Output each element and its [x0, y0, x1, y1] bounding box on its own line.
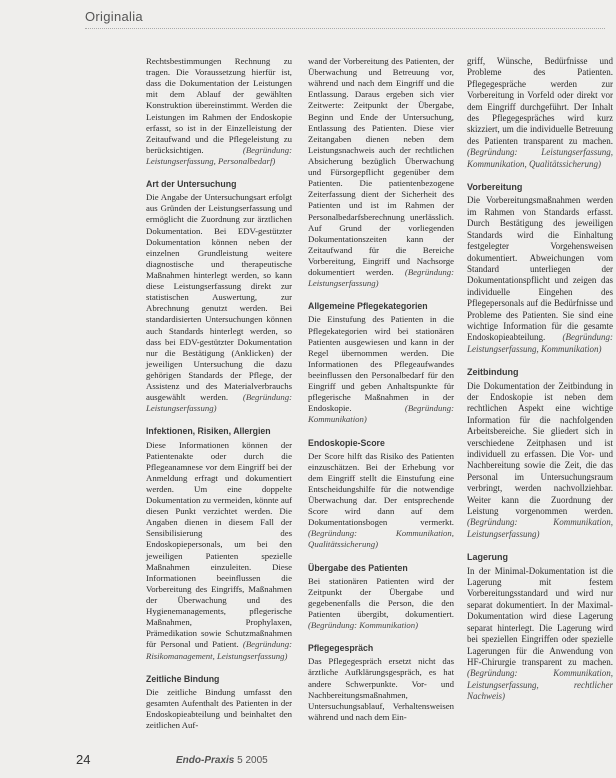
page-footer: [0, 748, 616, 778]
section-label: Originalia: [85, 9, 143, 24]
page-header: [85, 8, 605, 34]
body-paragraph: [467, 381, 613, 541]
paragraph-text: Die Angabe der Untersuchungsart erfolgt aus Gründen der Leistungserfassung und ermöglicht die Zuordnung zur ärztlichen Dokumentation. Bei EDV-gestützter Dokumentation können neben der einzelnen Grundleistung weitere diagnostische und therapeutische Maßnahmen hinterlegt werden, so kann diese Leistungserfassung direkt zur statistischen Auswertung, zur Abrechnung genutzt werden. Bei standardisierten Untersuchungen können auch Standards hinterlegt werden, so dass bei EDV-gestützter Dokumentation nur die Bestätigung (Anklicken) der jeweiligen Untersuchung die dazu gehörigen Standards der Pflege, der Assistenz und des Materialverbrauchs ausgewählt werden.: [146, 192, 292, 403]
paragraph-text: Diese Informationen können der Patientenakte oder durch die Pflegeanamnese vor dem Eingriff bei der Anmeldung erfragt und dokumentiert werden. Um eine doppelte Dokumentation zu vermeiden, könnte auf diesen Punkt verzichtet werden. Die Angaben dienen in diesem Fall der Sensibilisierung des Endoskopiepersonals, um bei den jeweiligen Patienten spezielle Maßnahmen einzuleiten. Diese Informationen beeinflussen die Vorbereitung des Eingriffs, Maßnahmen der Überwachung und des Hygienemanagements, pflegerische Maßnahmen, Prophylaxen, Prämedikation sowie Schutzmaßnahmen für Personal und Patient.: [146, 439, 292, 650]
journal-name: Endo-Praxis: [176, 755, 235, 766]
rationale-note: (Begründung: Kommunikation): [308, 403, 454, 425]
body-paragraph: [308, 576, 454, 632]
paragraph-text: Der Score hilft das Risiko des Patienten einzuschätzen. Bei der Erhebung vor dem Eingriff stellt die Einstufung eine Entscheidungshilfe für die notwendige Überwachung dar. Der entsprechende Score wird dann auf dem Dokumentationsbogen vermerkt.: [308, 450, 454, 528]
paragraph-text: wand der Vorbereitung des Patienten, der Überwachung und Betreuung vor, während und nach dem Eingriff und die Entlassung. Daraus ergeben sich vier Zeitwerte: Zeitpunkt der Übergabe, Beginn und Ende der Untersuchung, Entlassung des Patienten. Diese vier Zeitangaben dienen neben dem Leistungsnachweis auch der rechtlichen Absicherung bezüglich Überwachung und Fürsorgepflicht gegenüber dem Patienten. Die patientenbezogene Zeiterfassung dient der Sicherheit des Patienten und ist im Rahmen der Personalbedarfsberechnung unerlässlich. Auf Grund der vorliegenden Dokumentationszeiten kann der Zeitaufwand für die Bereiche Vorbereitung, Eingriff und Nachsorge dokumentiert werden.: [308, 56, 454, 278]
rationale-note: (Begründung: Kommunikation, Qualitätssicherung): [308, 528, 454, 550]
body-paragraph: [467, 56, 613, 170]
section-heading: Übergabe des Patienten: [308, 562, 408, 573]
section-heading: Zeitliche Bindung: [146, 673, 220, 684]
paragraph-text: griff, Wünsche, Bedürfnisse und Probleme des Patienten. Pflegegespräche werden zur Vorbereitung in Vorfeld oder direkt vor dem Eingriff durchgeführt. Der Inhalt des Pflegegespräches wird kurz skizziert, um die individuelle Betreuung des Patienten transparent zu machen.: [467, 56, 613, 146]
paragraph-text: Das Pflegegespräch ersetzt nicht das ärztliche Aufklärungsgespräch, es hat andere Schwerpunkte. Vor- und Nachbereitungsmaßnahmen, Untersuchungsablauf, Verhaltensweisen während und nach dem Ein-: [308, 656, 454, 722]
header-rule: [85, 28, 605, 29]
paragraph-text: Die Dokumentation der Zeitbindung in der Endoskopie ist neben dem rechtlichen Aspekt eine wichtige Information für die nachfolgenden Arbeitsbereiche. Sie gliedert sich in verschiedene Zeitphasen und ist individuell zu erfassen. Die Vor- und Nachbereitung sowie die Zeit, die das Personal im Untersuchungsraum verbringt, werden nachvollziehbar. Weiter kann die Zuordnung der Leistung vorgenommen werden.: [467, 380, 613, 517]
column-3: [467, 56, 613, 709]
paragraph-text: In der Minimal-Dokumentation ist die Lagerung mit festem Vorbereitungsstandard und wird nur separat dokumentiert. In der Maximal-Dokumentation wird diese Lagerung separat hinterlegt. Die Lagerung wird bei speziellen Eingriffen oder spezielle Lagerungen für die Anwendung von HF-Chirurgie transparent zu machen.: [467, 565, 613, 667]
rationale-note: (Begründung: Leistungserfassung, Personalbedarf): [146, 144, 292, 166]
rationale-note: (Begründung: Kommunikation, Leistungserfassung): [467, 517, 613, 539]
body-paragraph: [467, 566, 613, 703]
section-heading: Infektionen, Risiken, Allergien: [146, 426, 271, 437]
column-2: [308, 56, 454, 729]
body-paragraph: [308, 451, 454, 551]
rationale-note: (Begründung: Risikomanagement, Leistungserfassung): [146, 639, 293, 661]
paragraph-text: Die zeitliche Bindung umfasst den gesamten Aufenthalt des Patienten in der Endoskopieabteilung und beinhaltet den zeitlichen Auf-: [146, 686, 292, 731]
column-1: [146, 56, 292, 737]
body-paragraph: [146, 440, 292, 662]
paragraph-text: Die Einstufung des Patienten in die Pflegekategorien wird bei stationären Patienten ausgewiesen und kann in der Regel übernommen werden. Die Informationen des Pflegeaufwandes beeinflussen den Personalbedarf für den Eingriff und geben Anhaltspunkte für pflegerische Maßnahmen in der Endoskopie.: [308, 314, 454, 414]
paragraph-text: Rechtsbestimmungen Rechnung zu tragen. Die Voraussetzung hierfür ist, dass die Dokumentation der Leistungen mit dem Ablauf der gewählten Konstruktion übereinstimmt. Werden die Leistungen im Rahmen der Endoskopie erfasst, so ist in der Einzelleistung der Zeitaufwand und die Pflegeleistung zu berücksichtigen.: [146, 56, 292, 155]
body-paragraph: [308, 56, 454, 289]
section-heading: Art der Untersuchung: [146, 179, 237, 190]
rationale-note: (Begründung: Leistungserfassung, Kommunikation, Qualitätssicherung): [467, 147, 613, 169]
rationale-note: (Begründung: Leistungserfassung, Kommunikation): [467, 332, 613, 354]
journal-citation: [176, 755, 268, 766]
rationale-note: (Begründung: Kommunikation, Leistungserfassung, rechtlicher Nachweis): [467, 668, 613, 702]
section-heading: Vorbereitung: [467, 182, 523, 193]
section-heading: Zeitbindung: [467, 367, 519, 378]
paragraph-text: Bei stationären Patienten wird der Zeitpunkt der Übergabe und gegebenenfalls die Person, die den Patienten übergibt, dokumentiert.: [308, 575, 454, 620]
body-paragraph: [146, 192, 292, 414]
rationale-note: (Begründung: Leistungserfassung): [308, 267, 454, 289]
section-heading: Endoskopie-Score: [308, 437, 385, 448]
section-heading: Lagerung: [467, 552, 509, 563]
body-paragraph: [467, 195, 613, 355]
journal-issue: 5 2005: [237, 755, 268, 766]
page-number: 24: [76, 752, 91, 767]
paragraph-text: Die Vorbereitungsmaßnahmen werden im Rahmen von Standards erfasst. Durch Bestätigung des jeweiligen Standards wird die Einhaltung festgelegter Vorgehensweisen dokumentiert. Abweichungen vom Standard unterliegen der Dokumentationspflicht und zeigen das individuelle Eingehen des Pflegepersonals auf die Bedürfnisse und Probleme des Patienten. Sie sind eine wichtige Information für die gesamte Endoskopieabteilung.: [467, 195, 613, 343]
rationale-note: (Begründung: Kommunikation): [308, 620, 419, 631]
section-heading: Allgemeine Pflegekategorien: [308, 301, 428, 312]
rationale-note: (Begründung: Leistungserfassung): [146, 392, 292, 414]
body-paragraph: [308, 656, 454, 723]
body-paragraph: [146, 56, 292, 167]
body-paragraph: [308, 314, 454, 425]
body-paragraph: [146, 687, 292, 731]
section-heading: Pflegegespräch: [308, 643, 374, 654]
